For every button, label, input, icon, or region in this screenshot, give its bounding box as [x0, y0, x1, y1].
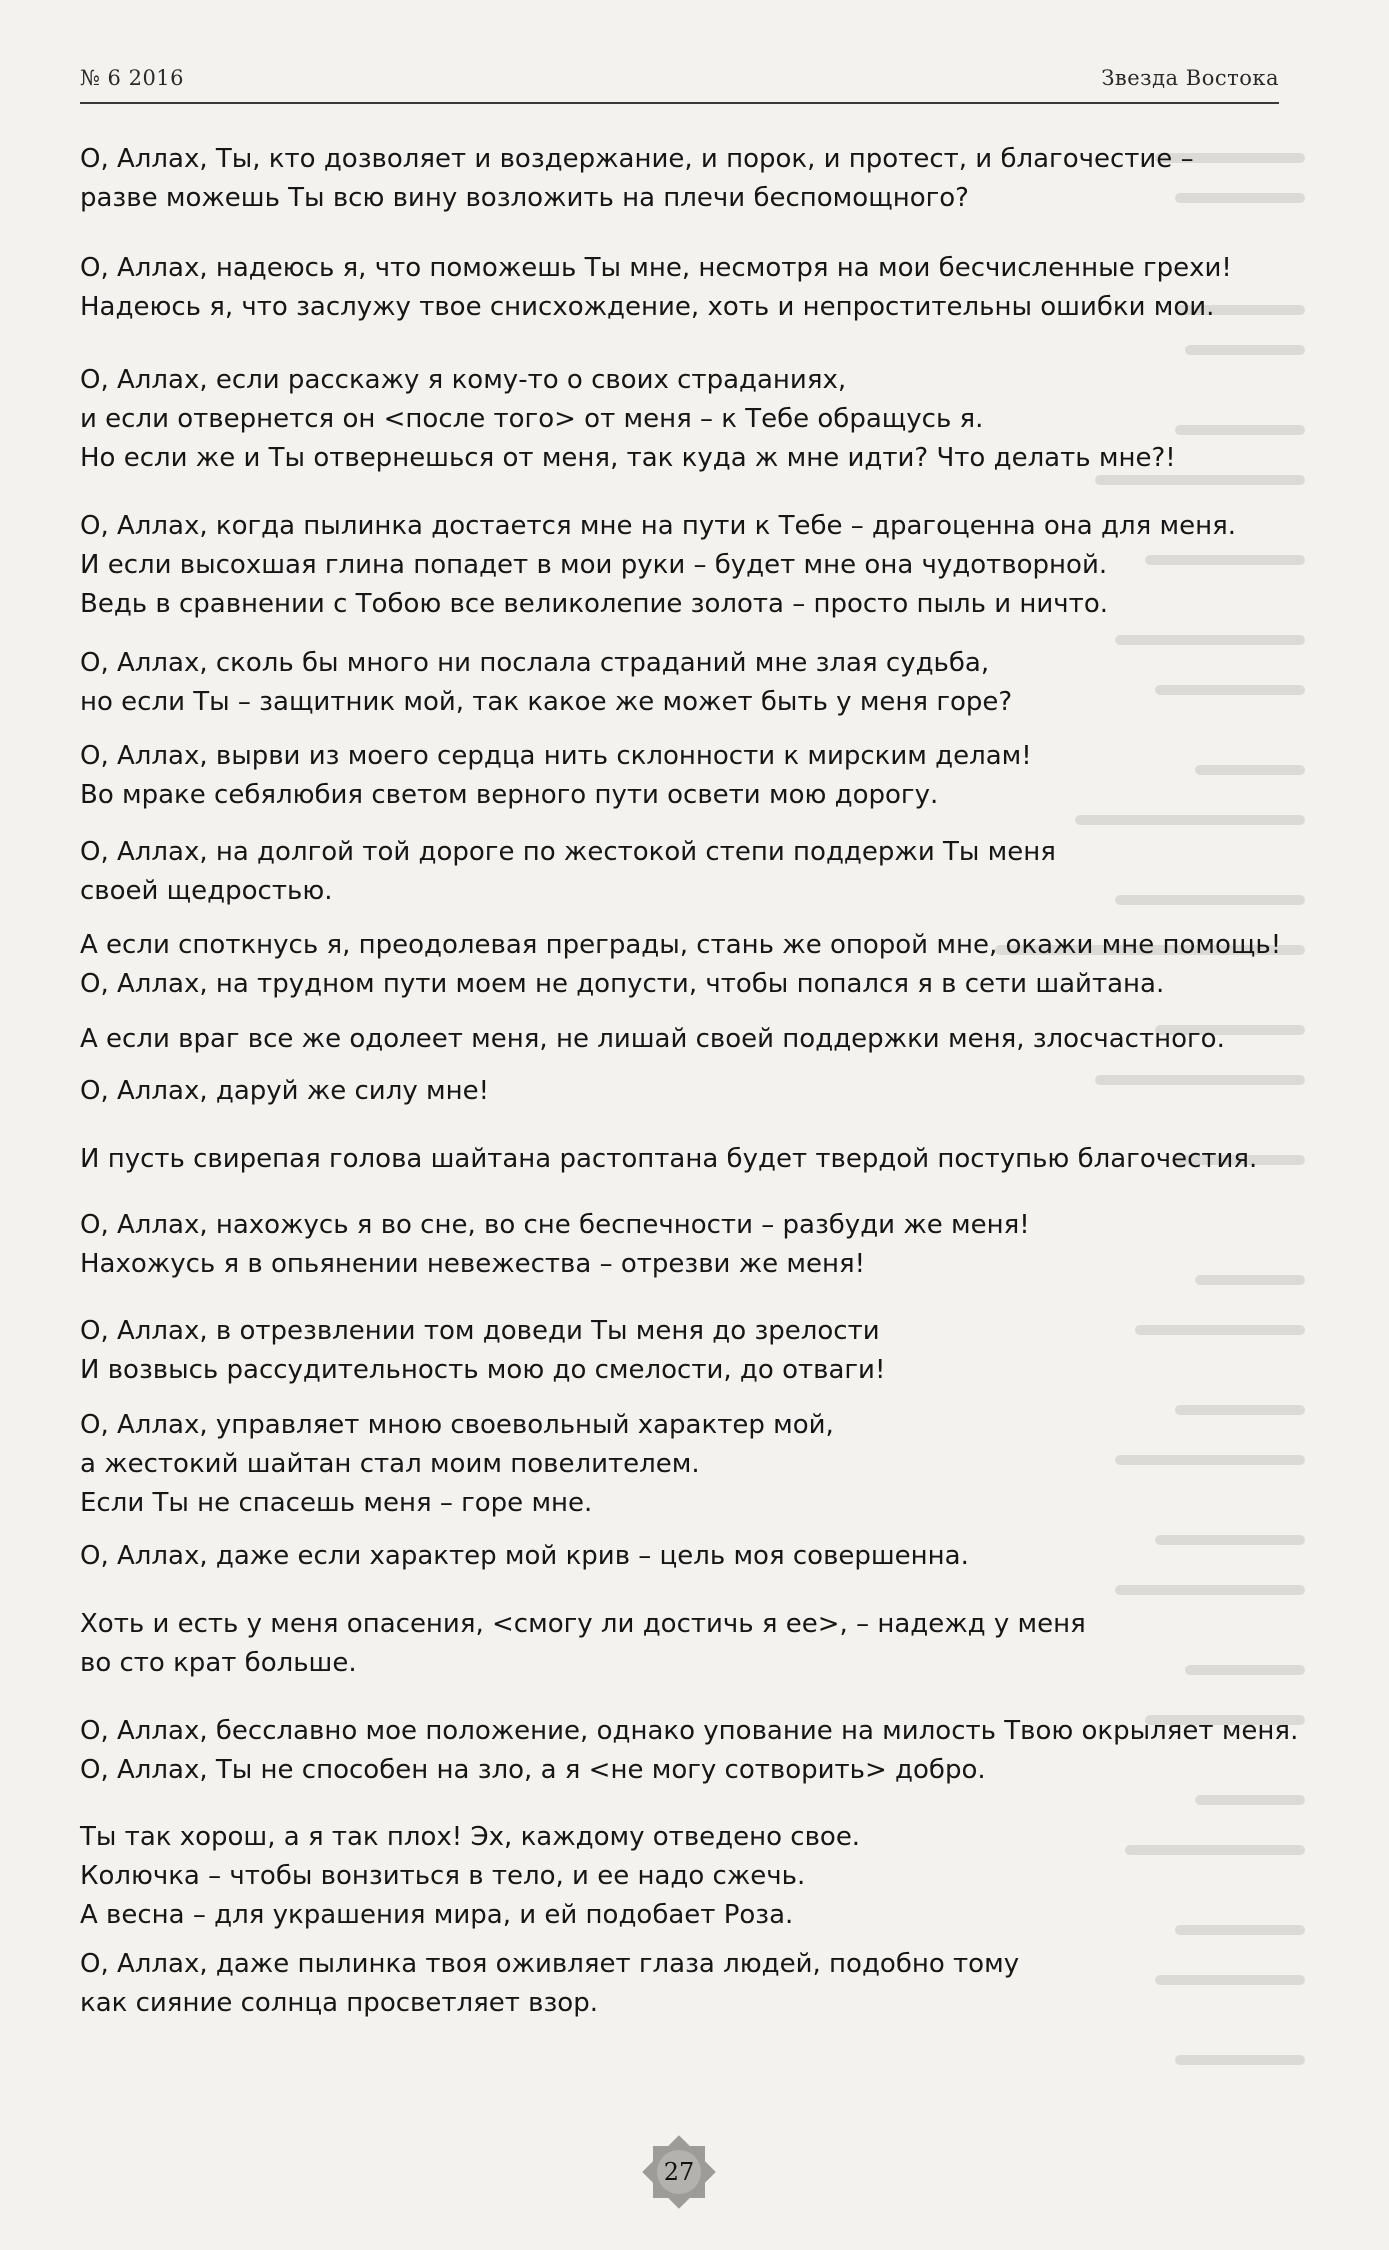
- running-header: [80, 62, 1279, 104]
- poem-line: Колючка – чтобы вонзиться в тело, и ее надо сжечь.: [80, 1861, 806, 1891]
- poem-line: О, Аллах, управляет мною своевольный характер мой,: [80, 1410, 834, 1440]
- poem-line: Надеюсь я, что заслужу твое снисхождение, хоть и непростительны ошибки мои.: [80, 292, 1215, 322]
- poem-line: Но если же и Ты отвернешься от меня, так куда ж мне идти? Что делать мне?!: [80, 443, 1176, 473]
- poem-line: О, Аллах, нахожусь я во сне, во сне беспечности – разбуди же меня!: [80, 1210, 1030, 1240]
- poem-line: О, Аллах, надеюсь я, что поможешь Ты мне, несмотря на мои бесчисленные грехи!: [80, 253, 1232, 283]
- poem-line: О, Аллах, даже если характер мой крив – цель моя совершенна.: [80, 1541, 969, 1571]
- poem-line: О, Аллах, в отрезвлении том доведи Ты меня до зрелости: [80, 1316, 880, 1346]
- poem-line: Нахожусь я в опьянении невежества – отрезви же меня!: [80, 1249, 866, 1279]
- poem-line: О, Аллах, на долгой той дороге по жестокой степи поддержи Ты меня: [80, 837, 1056, 867]
- poem-line: во сто крат больше.: [80, 1648, 357, 1678]
- poem-line: Во мраке себялюбия светом верного пути освети мою дорогу.: [80, 780, 939, 810]
- stanza: [80, 1712, 1299, 1790]
- poem-line: Если Ты не спасешь меня – горе мне.: [80, 1488, 593, 1518]
- poem-line: О, Аллах, даже пылинка твоя оживляет глаза людей, подобно тому: [80, 1949, 1020, 1979]
- stanza: [80, 1605, 1280, 1683]
- stanza: [80, 1072, 1280, 1111]
- stanza: [80, 361, 1280, 478]
- poem-line: А если споткнусь я, преодолевая преграды, стань же опорой мне, окажи мне помощь!: [80, 930, 1282, 960]
- stanza: [80, 140, 1280, 218]
- stanza: [80, 644, 1280, 722]
- stanza: [80, 1406, 1280, 1523]
- stanza: [80, 833, 1280, 911]
- stanza: [80, 1537, 1280, 1576]
- poem-line: И если высохшая глина попадет в мои руки – будет мне она чудотворной.: [80, 550, 1108, 580]
- poem-line: О, Аллах, на трудном пути моем не допусти, чтобы попался я в сети шайтана.: [80, 969, 1165, 999]
- poem-line: О, Аллах, если расскажу я кому-то о своих страданиях,: [80, 365, 847, 395]
- poem-line: как сияние солнца просветляет взор.: [80, 1988, 598, 2018]
- poem-line: А если враг все же одолеет меня, не лишай своей поддержки меня, злосчастного.: [80, 1024, 1225, 1054]
- poem-line: но если Ты – защитник мой, так какое же может быть у меня горе?: [80, 687, 1013, 717]
- page-number: 27: [663, 2158, 695, 2186]
- stanza: [80, 249, 1280, 327]
- poem-line: и если отвернется он <после того> от меня – к Тебе обращусь я.: [80, 404, 984, 434]
- stanza: [80, 926, 1280, 1004]
- stanza: [80, 507, 1280, 624]
- stanza: [80, 1140, 1280, 1179]
- poem-line: О, Аллах, вырви из моего сердца нить склонности к мирским делам!: [80, 741, 1032, 771]
- stanza: [80, 1312, 1280, 1390]
- poem-line: О, Аллах, Ты не способен на зло, а я <не могу сотворить> добро.: [80, 1755, 986, 1785]
- poem-line: О, Аллах, даруй же силу мне!: [80, 1076, 490, 1106]
- page-number-badge: [639, 2132, 719, 2212]
- poem-line: а жестокий шайтан стал моим повелителем.: [80, 1449, 700, 1479]
- poem-line: Хоть и есть у меня опасения, <смогу ли достичь я ее>, – надежд у меня: [80, 1609, 1086, 1639]
- poem-line: А весна – для украшения мира, и ей подобает Роза.: [80, 1900, 794, 1930]
- stanza: [80, 1945, 1280, 2023]
- poem-line: О, Аллах, бесславно мое положение, однако упование на милость Твою окрыляет меня.: [80, 1716, 1299, 1746]
- poem-line: И пусть свирепая голова шайтана растоптана будет твердой поступью благочестия.: [80, 1144, 1258, 1174]
- stanza: [80, 1206, 1280, 1284]
- poem-line: И возвысь рассудительность мою до смелости, до отваги!: [80, 1355, 886, 1385]
- poem-line: Ведь в сравнении с Тобою все великолепие золота – просто пыль и ничто.: [80, 589, 1108, 619]
- issue-label: № 6 2016: [80, 66, 185, 90]
- poem-line: О, Аллах, когда пылинка достается мне на пути к Тебе – драгоценна она для меня.: [80, 511, 1237, 541]
- poem-line: О, Аллах, сколь бы много ни послала страданий мне злая судьба,: [80, 648, 990, 678]
- stanza: [80, 737, 1280, 815]
- stanza: [80, 1818, 1280, 1935]
- poem-line: О, Аллах, Ты, кто дозволяет и воздержание, и порок, и протест, и благочестие –: [80, 144, 1194, 174]
- journal-title: Звезда Востока: [1101, 66, 1279, 90]
- poem-line: Ты так хорош, а я так плох! Эх, каждому отведено свое.: [80, 1822, 861, 1852]
- stanza: [80, 1020, 1280, 1059]
- poem-line: разве можешь Ты всю вину возложить на плечи беспомощного?: [80, 183, 969, 213]
- poem-line: своей щедростью.: [80, 876, 333, 906]
